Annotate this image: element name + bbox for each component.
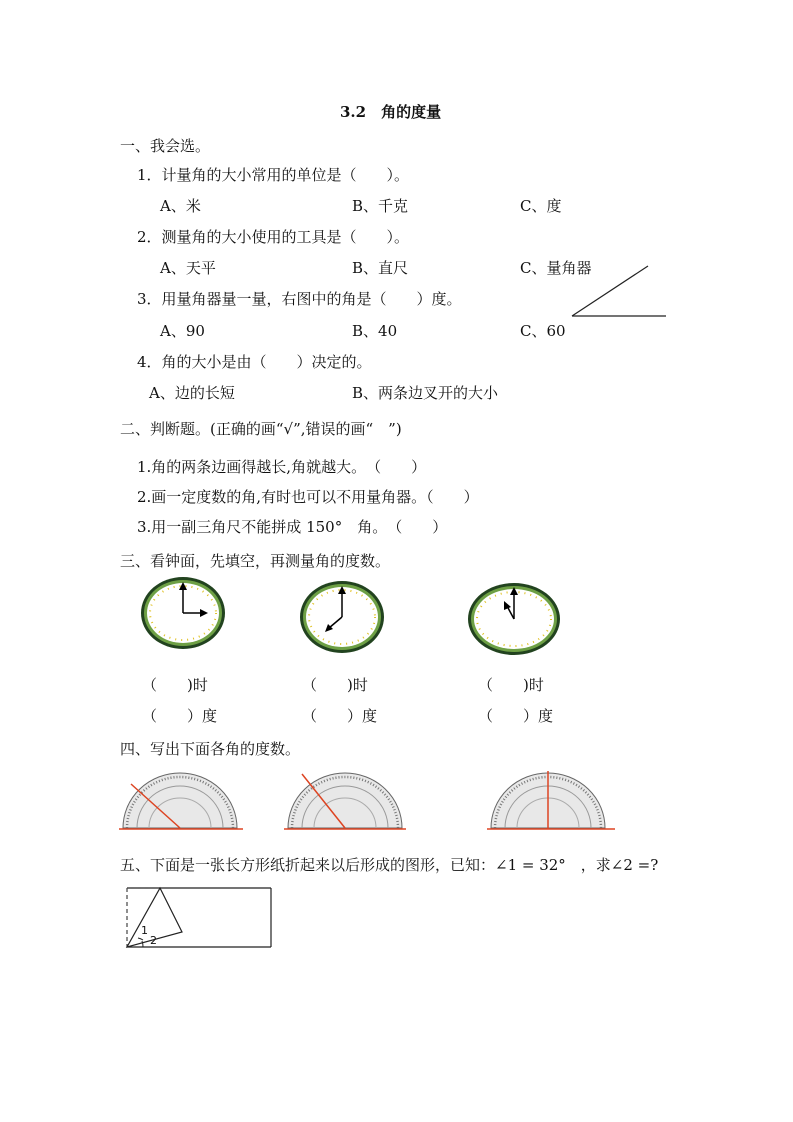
section-3-heading: 三、看钟面，先填空，再测量角的度数。 <box>120 552 391 570</box>
clock-3 <box>466 579 566 659</box>
judgement-item-3: 3.用一副三角尺不能拼成 150° 角。 （ ） <box>137 518 448 536</box>
question-4-option-a: A、边的长短 <box>149 384 235 402</box>
question-2-option-b: B、直尺 <box>352 259 409 277</box>
protractor-2 <box>284 770 409 834</box>
clock-2 <box>298 577 388 657</box>
question-3-option-b: B、40 <box>352 322 398 340</box>
protractor-3 <box>487 770 617 834</box>
angle-figure <box>570 262 670 322</box>
question-2-option-a: A、天平 <box>160 259 216 277</box>
question-1-text: 1．计量角的大小常用的单位是（ ）。 <box>137 166 410 184</box>
clock-3-degree-blank[interactable]: （ ）度 <box>478 707 554 725</box>
question-3-text: 3．用量角器量一量，右图中的角是（ ）度。 <box>137 290 462 308</box>
section-5-heading: 五、下面是一张长方形纸折起来以后形成的图形，已知：∠1 = 32° ，求∠2 =? <box>120 856 659 874</box>
clock-1-degree-blank[interactable]: （ ）度 <box>142 707 218 725</box>
question-1-option-a: A、米 <box>160 197 201 215</box>
clock-2-degree-blank[interactable]: （ ）度 <box>302 707 378 725</box>
protractor-1 <box>119 770 244 834</box>
question-2-option-c: C、量角器 <box>520 259 592 277</box>
angle-1-label: 1 <box>141 924 148 937</box>
folded-paper-figure <box>124 886 274 952</box>
section-4-heading: 四、写出下面各角的度数。 <box>120 740 301 758</box>
clock-2-hour-blank[interactable]: （ )时 <box>302 676 368 694</box>
question-4-text: 4．角的大小是由（ ）决定的。 <box>137 353 372 371</box>
question-2-text: 2．测量角的大小使用的工具是（ ）。 <box>137 228 410 246</box>
clock-1 <box>139 573 229 653</box>
question-4-option-b: B、两条边叉开的大小 <box>352 384 499 402</box>
page-title: 3.2 角的度量 <box>340 103 442 121</box>
clock-3-hour-blank[interactable]: （ )时 <box>478 676 544 694</box>
judgement-item-1: 1.角的两条边画得越长,角就越大。 （ ） <box>137 458 427 476</box>
clock-1-hour-blank[interactable]: （ )时 <box>142 676 208 694</box>
section-1-heading: 一、我会选。 <box>120 137 211 155</box>
question-1-option-b: B、千克 <box>352 197 409 215</box>
question-3-option-c: C、60 <box>520 322 566 340</box>
judgement-item-2: 2.画一定度数的角,有时也可以不用量角器。（ ） <box>137 488 479 506</box>
section-2-heading: 二、判断题。(正确的画“√”,错误的画“ ”) <box>120 420 402 438</box>
question-3-option-a: A、90 <box>160 322 205 340</box>
question-1-option-c: C、度 <box>520 197 562 215</box>
angle-2-label: 2 <box>150 934 157 947</box>
